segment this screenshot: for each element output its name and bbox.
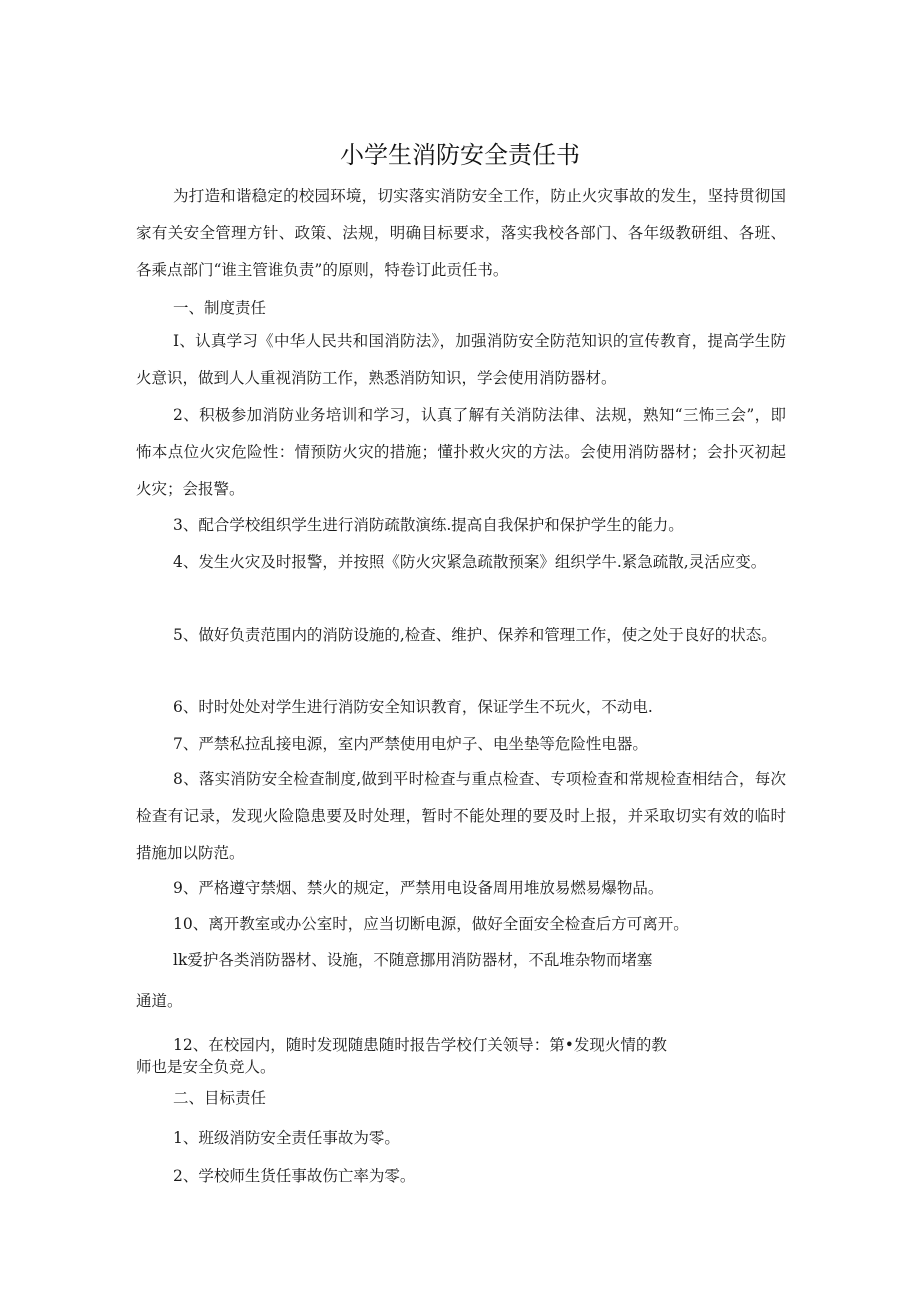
item-7: 7、严禁私拉乱接电源，室内严禁使用电炉子、电坐垫等危险性电器。 — [173, 735, 648, 753]
item-2: 2、积极参加消防业务培训和学习，认真了解有关消防法律、法规，熟知“三怖三会”，即怖本点位火灾危险性：情预防火灾的措施；懂扑救火灾的方法。会使用消防器材；会扑灭初起火灾；会报警。 — [136, 406, 786, 498]
item-12-continued: 师也是安全负竞人。 — [136, 1058, 276, 1076]
item-8: 8、落实消防安全检查制度,做到平时检查与重点检查、专项检查和常规检查相结合，每次检查有记录，发现火险隐患要及时处理，暂时不能处理的要及时上报，并采取切实有效的临时措施加以防范。 — [136, 770, 786, 862]
item-6: 6、时时处处对学生进行消防安全知识教育，保证学生不玩火，不动电. — [173, 698, 653, 716]
section-heading-target: 二、目标责任 — [173, 1089, 267, 1107]
item-1: I、认真学习《中华人民共和国消防法》，加强消防安全防范知识的宣传教育，提高学生防火意识，做到人人重视消防工作，熟悉消防知识，学会使用消防器材。 — [136, 332, 786, 387]
item-5: 5、做好负责范围内的消防设施的,检查、维护、保养和管理工作，使之处于良好的状态。 — [173, 626, 777, 644]
document-title: 小学生消防安全责任书 — [340, 141, 580, 169]
item-12: 12、在校园内，随时发现随患随时报告学校仃关领导：第•发现火情的教 — [173, 1036, 667, 1054]
intro-paragraph: 为打造和谐稳定的校园环境，切实落实消防安全工作，防止火灾事故的发生，坚持贯彻国家有关安全管理方针、政策、法规，明确目标要求，落实我校各部门、各年级教研组、各班、各乘点部门“谁主管谁负责”的原则，特卷订此贡任书。 — [136, 187, 786, 279]
item-10: 10、离开教室或办公室时，应当切断电源，做好全面安全检查后方可离开。 — [173, 915, 689, 933]
item-3: 3、配合学校组织学生进行消防疏散演练.提高自我保护和保护学生的能力。 — [173, 516, 684, 534]
section-heading-system: 一、制度责任 — [173, 299, 267, 317]
item-4: 4、发生火灾及时报警，并按照《防火灾紧急疏散预案》组织学牛.紧急疏散,灵活应变。 — [173, 553, 767, 571]
target-1: 1、班级消防安全责任事故为零。 — [173, 1129, 400, 1147]
item-11: lk爱护各类消防器材、设施，不随意挪用消防器材，不乱堆杂物而堵塞 — [173, 951, 653, 969]
item-11-continued: 通道。 — [136, 992, 183, 1010]
target-2: 2、学校师生货任事故伤亡率为零。 — [173, 1167, 416, 1185]
item-9: 9、严格遵守禁烟、禁火的规定，严禁用电设备周用堆放易燃易爆物品。 — [173, 879, 664, 897]
